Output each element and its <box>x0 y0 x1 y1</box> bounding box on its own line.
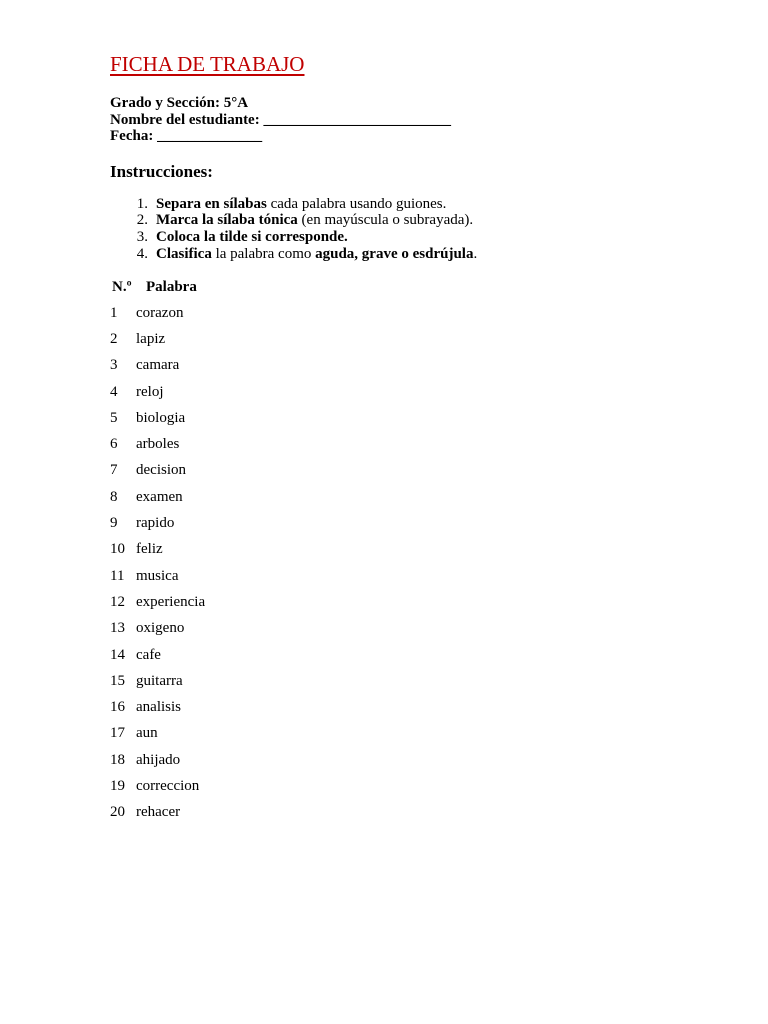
row-number: 1 <box>110 304 118 321</box>
row-number: 2 <box>110 330 118 347</box>
worksheet <box>110 50 710 829</box>
row-number: 12 <box>110 593 125 610</box>
table-row <box>110 408 710 434</box>
row-number: 17 <box>110 725 125 742</box>
table-row <box>110 645 710 671</box>
row-word: experiencia <box>136 593 206 610</box>
instructions-list <box>110 196 710 263</box>
row-word: feliz <box>136 541 163 558</box>
table-row <box>110 618 710 644</box>
table-row <box>110 539 710 565</box>
row-number: 10 <box>110 541 125 558</box>
instruction-item <box>110 196 710 213</box>
instruction-bold: Clasifica <box>156 245 212 262</box>
row-word: musica <box>136 567 179 584</box>
row-number: 15 <box>110 672 125 689</box>
instruction-number: 1. <box>136 195 148 212</box>
row-number: 14 <box>110 646 125 663</box>
instruction-text: cada palabra usando guiones. <box>266 195 447 212</box>
row-word: analisis <box>136 699 181 716</box>
instruction-number: 2. <box>136 212 148 229</box>
row-word: examen <box>136 488 183 505</box>
row-word: cafe <box>136 646 161 663</box>
instruction-tail: . <box>473 245 478 262</box>
row-number: 13 <box>110 620 125 637</box>
instruction-number: 4. <box>136 245 148 262</box>
row-word: oxigeno <box>136 620 185 637</box>
table-row <box>110 697 710 723</box>
word-table-header <box>110 277 710 297</box>
row-number: 8 <box>110 488 118 505</box>
row-number: 18 <box>110 751 125 768</box>
table-row <box>110 355 710 381</box>
row-word: guitarra <box>136 672 183 689</box>
instruction-bold-2: aguda, grave o esdrújula <box>315 245 474 262</box>
table-row <box>110 434 710 460</box>
row-number: 16 <box>110 699 125 716</box>
row-word: corazon <box>136 304 184 321</box>
row-word: rehacer <box>136 804 181 821</box>
table-row <box>110 487 710 513</box>
instruction-text: la palabra como <box>211 245 316 262</box>
student-name-line: Nombre del estudiante: _________________________ <box>110 111 451 128</box>
row-number: 5 <box>110 409 118 426</box>
table-row <box>110 566 710 592</box>
page-title: FICHA DE TRABAJO <box>110 52 305 76</box>
table-row <box>110 802 710 828</box>
instruction-bold: Separa en sílabas <box>156 195 267 212</box>
column-header-word: Palabra <box>146 278 197 295</box>
instructions-heading: Instrucciones: <box>110 161 213 181</box>
table-row <box>110 723 710 749</box>
row-word: lapiz <box>136 330 166 347</box>
row-number: 7 <box>110 462 118 479</box>
instruction-item <box>110 246 710 263</box>
row-number: 4 <box>110 383 118 400</box>
instruction-number: 3. <box>136 229 148 246</box>
table-row <box>110 592 710 618</box>
table-row <box>110 513 710 539</box>
instruction-bold: Marca la sílaba tónica <box>156 212 298 229</box>
student-info <box>110 95 710 145</box>
row-number: 11 <box>110 567 125 584</box>
row-word: biologia <box>136 409 186 426</box>
table-row <box>110 303 710 329</box>
table-row <box>110 382 710 408</box>
row-word: decision <box>136 462 186 479</box>
row-word: ahijado <box>136 751 181 768</box>
row-word: correccion <box>136 778 200 795</box>
row-number: 19 <box>110 778 125 795</box>
grade-section: Grado y Sección: 5°A <box>110 95 249 111</box>
row-word: camara <box>136 357 180 374</box>
instruction-item <box>110 229 710 246</box>
date-line: Fecha: ______________ <box>110 128 263 144</box>
row-word: aun <box>136 725 158 742</box>
instruction-item <box>110 212 710 229</box>
table-row <box>110 329 710 355</box>
row-word: arboles <box>136 436 180 453</box>
row-word: reloj <box>136 383 164 400</box>
table-row <box>110 671 710 697</box>
row-word: rapido <box>136 515 175 532</box>
instruction-bold: Coloca la tilde si corresponde. <box>156 229 348 246</box>
column-header-number: N.º <box>112 278 132 295</box>
row-number: 3 <box>110 357 118 374</box>
word-table <box>110 303 710 829</box>
row-number: 6 <box>110 436 118 453</box>
table-row <box>110 750 710 776</box>
table-row <box>110 460 710 486</box>
instruction-text: (en mayúscula o subrayada). <box>297 212 474 229</box>
table-row <box>110 776 710 802</box>
row-number: 20 <box>110 804 125 821</box>
row-number: 9 <box>110 515 118 532</box>
